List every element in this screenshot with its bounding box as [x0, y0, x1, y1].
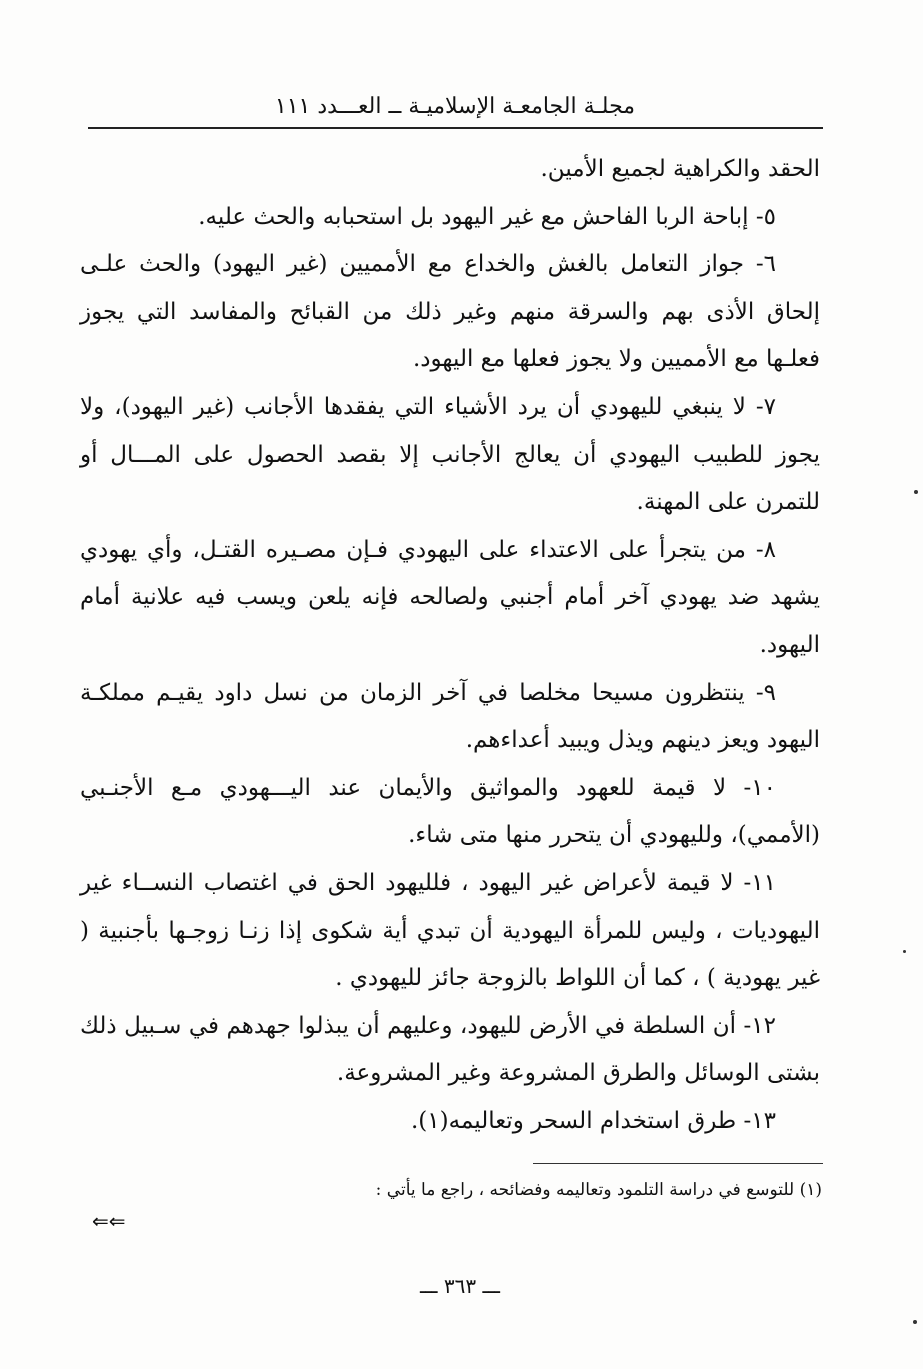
list-item-10: ١٠- لا قيمة للعهود والمواثيق والأيمان عند اليـــهودي مـع الأجنـبي (الأممي)، ولليهودي أن يتحرر منها متى شاء. — [80, 774, 820, 849]
list-item-9: ٩- ينتظرون مسيحا مخلصا في آخر الزمان من نسل داود يقيـم مملكـة اليهود ويعز دينهم ويذل ويبيد أعداءهم. — [80, 679, 820, 754]
scan-speck — [914, 490, 918, 494]
scan-speck — [903, 950, 906, 953]
list-item-11: ١١- لا قيمة لأعراض غير اليهود ، فلليهود الحق في اغتصاب النســاء غير اليهوديات ، وليس للمرأة اليهودية أن تبدي أية شكوى إذا زنـا زوجـها بأجنبية ( غير يهودية ) ، كما أن اللواط بالزوجة جائز لليهودي . — [80, 869, 820, 992]
list-item-13: ١٣- طرق استخدام السحر وتعاليمه(١). — [411, 1107, 776, 1134]
list-item-12: ١٢- أن السلطة في الأرض لليهود، وعليهم أن يبذلوا جهدهم في سـبيل ذلك بشتى الوسائل والطرق المشروعة وغير المشروعة. — [80, 1012, 820, 1087]
scan-speck — [913, 1320, 917, 1324]
continuation-arrows-icon: ⇐⇐ — [92, 1209, 126, 1233]
list-item-6: ٦- جواز التعامل بالغش والخداع مع الأمميين (غير اليهود) والحث علـى إلحاق الأذى بهم والسرقة منهم وغير ذلك من القبائح والمفاسد التي يجوز فعلـها مع الأمميين ولا يجوز فعلها مع اليهود. — [80, 251, 820, 373]
paragraph-continuation: الحقد والكراهية لجميع الأمين. — [540, 156, 820, 182]
list-item-5: ٥- إباحة الربا الفاحش مع غير اليهود بل استحبابه والحث عليه. — [198, 203, 776, 230]
running-header: مجلـة الجامعـة الإسلاميـة ــ العـــدد ١١١ — [274, 94, 636, 119]
list-item-7: ٧- لا ينبغي لليهودي أن يرد الأشياء التي يفقدها الأجانب (غير اليهود)، ولا يجوز للطبيب اليهودي أن يعالج الأجانب إلا بقصد الحصول على المـــال أو للتمرن على المهنة. — [80, 393, 820, 516]
page-number: ـــ ٣٦٣ ـــ — [419, 1274, 501, 1298]
footnote: (١) للتوسع في دراسة التلمود وتعاليمه وفضائحه ، راجع ما يأتي : — [375, 1180, 822, 1200]
header-divider — [88, 127, 823, 129]
footnote-divider — [533, 1163, 823, 1164]
body-text — [80, 146, 820, 1145]
list-item-8: ٨- من يتجرأ على الاعتداء على اليهودي فـإن مصـيره القتـل، وأي يهودي يشهد ضد يهودي آخر أمام أجنبي ولصالحه فإنه يلعن ويسب فيه علانية أمام اليهود. — [80, 536, 820, 658]
